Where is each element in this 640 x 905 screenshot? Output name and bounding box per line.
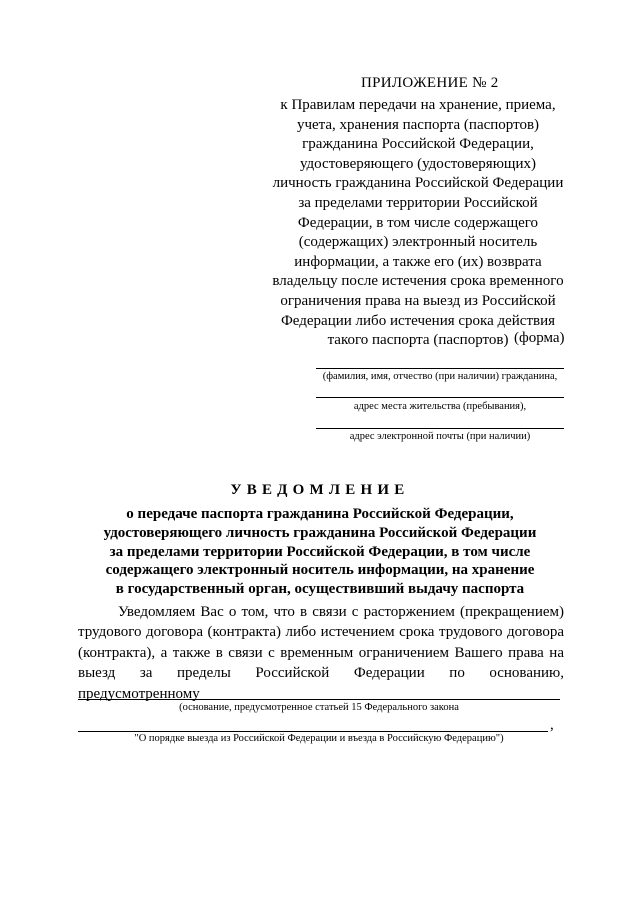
basis-caption-1: (основание, предусмотренное статьей 15 Федерального закона <box>179 702 459 713</box>
recipient-email-line[interactable] <box>316 428 564 429</box>
basis-line-2[interactable] <box>78 731 548 732</box>
notice-title: УВЕДОМЛЕНИЕ <box>230 482 410 498</box>
recipient-address-caption: адрес места жительства (пребывания), <box>353 401 527 412</box>
annex-reference-text: к Правилам передачи на хранение, приема, учета, хранения паспорта (паспортов) гражданина Российской Федерации, удостоверяющего (удостоверяющих) личность гражданина Российской Федерации за пределами территории Российской Федерации, в том числе содержащего (содержащих) электронный носитель информации, а также его (их) возврата владельцу после истечения срока временного ограничения права на выезд из Российской Федерации либо истечения срока действия такого паспорта (паспортов) <box>272 97 564 349</box>
form-note: (форма) <box>514 330 565 346</box>
recipient-address-line[interactable] <box>316 397 564 398</box>
basis-line-1[interactable] <box>78 699 560 700</box>
annex-title: ПРИЛОЖЕНИЕ № 2 <box>361 75 499 91</box>
basis-caption-2: "О порядке выезда из Российской Федерации и въезда в Российскую Федерацию") <box>134 733 504 744</box>
recipient-email-caption: адрес электронной почты (при наличии) <box>349 431 531 442</box>
notice-subtitle: о передаче паспорта гражданина Российской Федерации, удостоверяющего личность гражданина Российской Федерации за пределами территории Российской Федерации, в том числе содержащего электронный носитель информации, на хранение в государственный орган, осуществивший выдачу паспорта <box>103 506 537 598</box>
trailing-comma: , <box>550 717 554 733</box>
recipient-name-caption: (фамилия, имя, отчество (при наличии) гражданина, <box>322 371 558 382</box>
recipient-name-line[interactable] <box>316 368 564 369</box>
notice-body: Уведомляем Вас о том, что в связи с расторжением (прекращением) трудового договора (контракта) либо истечением срока трудового договора (контракта), а также в связи с временным ограничением Вашего права на выезд за пределы Российской Федерации по основанию, предусмотренному <box>78 604 564 702</box>
